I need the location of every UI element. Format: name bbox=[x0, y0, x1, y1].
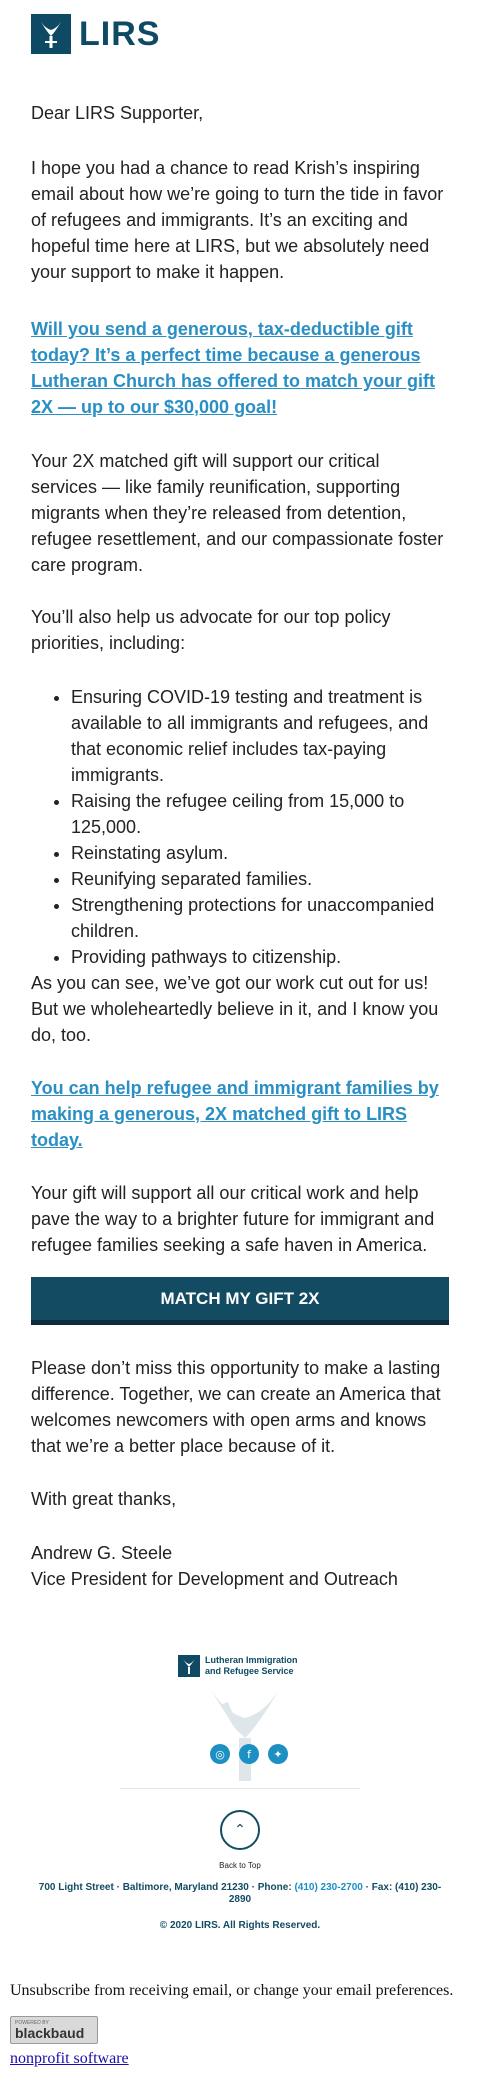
copyright: © 2020 LIRS. All Rights Reserved. bbox=[159, 1920, 321, 1931]
footer-address bbox=[31, 1882, 449, 1906]
paragraph-4: As you can see, we’ve got our work cut out for us! But we wholeheartedly believe in it, and I know you do, too. bbox=[31, 973, 439, 1045]
footer-logo-line2: and Refugee Service bbox=[205, 1666, 294, 1676]
paragraph-2-wrap bbox=[31, 448, 449, 578]
double-chevron-up-icon: ⌃ bbox=[234, 1822, 246, 1838]
list-item: • Reunifying separated families. bbox=[71, 866, 449, 892]
paragraph-1: I hope you had a chance to read Krish’s inspiring email about how we’re going to turn the tide in favor of refugees and immigrants. It’s an exciting and hopeful time here at LIRS, but we absolutely need your support to make it happen. bbox=[31, 158, 444, 282]
footer-divider bbox=[120, 1788, 360, 1789]
donate-link-2-wrap bbox=[31, 1075, 449, 1153]
blackbaud-badge[interactable] bbox=[10, 2016, 98, 2044]
torch-watermark-icon bbox=[195, 1683, 295, 1783]
torch-logo-icon bbox=[178, 1655, 200, 1677]
priorities-list bbox=[31, 684, 449, 970]
letter-body bbox=[31, 100, 449, 126]
phone-link[interactable]: (410) 230-2700 bbox=[294, 1882, 363, 1893]
logo-text: LIRS bbox=[79, 14, 161, 53]
twitter-icon[interactable]: ✦ bbox=[268, 1744, 288, 1764]
paragraph-6-wrap bbox=[31, 1355, 449, 1459]
nonprofit-software-link[interactable]: nonprofit software bbox=[10, 2050, 129, 2067]
paragraph-6: Please don’t miss this opportunity to make a lasting difference. Together, we can create an America that welcomes newcomers with open arms and knows that we’re a better place because of it. bbox=[31, 1358, 441, 1456]
badge-top-text: POWERED BY bbox=[15, 2019, 49, 2026]
lirs-logo[interactable] bbox=[31, 14, 160, 54]
paragraph-3-wrap bbox=[31, 604, 449, 656]
footer-logo-line1: Lutheran Immigration bbox=[205, 1655, 298, 1665]
signature-wrap bbox=[31, 1540, 449, 1592]
back-to-top-button[interactable] bbox=[220, 1810, 260, 1850]
fax-end-text: 2890 bbox=[228, 1894, 252, 1905]
priorities-wrap bbox=[31, 684, 449, 970]
facebook-icon[interactable]: f bbox=[239, 1744, 259, 1764]
donate-link-1-wrap bbox=[31, 316, 449, 420]
paragraph-2: Your 2X matched gift will support our critical services — like family reunification, supporting migrants when they’re released from detention, refugee resettlement, and our compassionate foster care program. bbox=[31, 451, 444, 575]
fax-text: · Fax: (410) 230- bbox=[365, 1882, 442, 1893]
list-item: • Strengthening protections for unaccompanied children. bbox=[71, 892, 449, 944]
closing-wrap bbox=[31, 1486, 449, 1512]
badge-main-text: blackbaud bbox=[15, 2024, 85, 2041]
footer-logo-text bbox=[205, 1655, 298, 1677]
paragraph-4-wrap bbox=[31, 970, 449, 1048]
donate-link-1[interactable]: Will you send a generous, tax-deductible gift today? It’s a perfect time because a generous Lutheran Church has offered to match your gift 2X — up to our $30,000 goal! bbox=[31, 319, 436, 417]
list-item: • Providing pathways to citizenship. bbox=[71, 944, 449, 970]
footer-logo[interactable] bbox=[178, 1655, 298, 1677]
paragraph-1-wrap bbox=[31, 155, 449, 285]
paragraph-5: Your gift will support all our critical work and help pave the way to a brighter future for immigrant and refugee families seeking a safe haven in America. bbox=[31, 1183, 435, 1255]
match-gift-button[interactable]: MATCH MY GIFT 2X bbox=[31, 1277, 449, 1325]
list-item: • Ensuring COVID-19 testing and treatment is available to all immigrants and refugees, and that economic relief includes tax-paying immigrants. bbox=[71, 684, 449, 788]
address-text: 700 Light Street · Baltimore, Maryland 21230 · Phone: bbox=[38, 1882, 292, 1893]
closing: With great thanks, bbox=[31, 1489, 177, 1509]
back-to-top-label[interactable]: Back to Top bbox=[219, 1861, 261, 1870]
torch-logo-icon bbox=[31, 14, 71, 54]
paragraph-5-wrap bbox=[31, 1180, 449, 1258]
paragraph-3: You’ll also help us advocate for our top policy priorities, including: bbox=[31, 607, 391, 653]
signer-name: Andrew G. Steele bbox=[31, 1543, 173, 1563]
list-item: • Reinstating asylum. bbox=[71, 840, 449, 866]
unsubscribe-link[interactable]: Unsubscribe from receiving email, or change your email preferences. bbox=[10, 1982, 454, 1999]
list-item: • Raising the refugee ceiling from 15,000 to 125,000. bbox=[71, 788, 449, 840]
greeting: Dear LIRS Supporter, bbox=[31, 103, 204, 123]
donate-link-2[interactable]: You can help refugee and immigrant families by making a generous, 2X matched gift to LIRS today. bbox=[31, 1078, 439, 1150]
signer-title: Vice President for Development and Outreach bbox=[31, 1569, 398, 1589]
instagram-icon[interactable]: ◎ bbox=[210, 1744, 230, 1764]
